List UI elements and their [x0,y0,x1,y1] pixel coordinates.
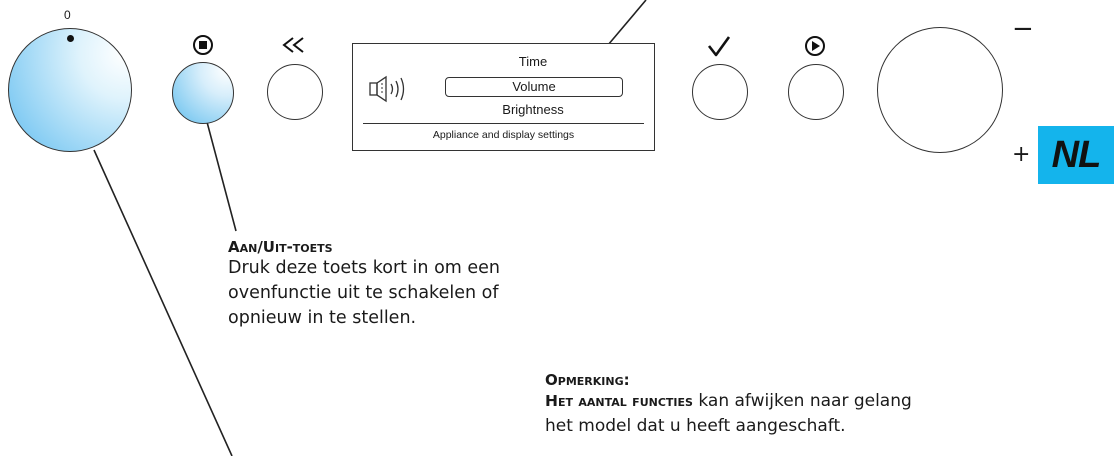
onoff-line-2: ovenfunctie uit te schakelen of [228,283,499,303]
note-line-2: het model dat u heeft aangeschaft. [545,416,846,436]
rewind-icon [280,36,308,54]
confirm-button[interactable] [692,64,748,120]
onoff-line-1: Druk deze toets kort in om een [228,258,501,278]
display-callout-line [608,0,646,45]
start-button[interactable] [788,64,844,120]
speaker-icon [367,74,413,104]
note-line-1-rest: kan afwijken naar gelang [692,391,912,411]
stop-circle-icon [192,34,214,56]
menu-item-time[interactable]: Time [518,54,548,69]
back-button[interactable] [267,64,323,120]
settings-display [352,43,655,151]
plus-label: + [1012,142,1031,167]
function-selector-knob[interactable] [8,28,132,152]
onoff-callout-line [207,122,236,231]
language-badge: NL [1038,126,1114,184]
knob-zero-label: 0 [64,8,71,22]
onoff-heading: Aan/Uit-toets [228,238,333,256]
onoff-line-3: opnieuw in te stellen. [228,308,417,328]
onoff-button[interactable] [172,62,234,124]
note-strong: Het aantal functies [545,392,693,410]
note-line-1 [545,389,1025,414]
note-callout [545,371,1025,439]
note-heading: Opmerking: [545,371,630,389]
checkmark-icon [706,34,732,58]
adjustment-knob[interactable] [877,27,1003,153]
display-caption: Appliance and display settings [432,129,575,141]
play-circle-icon [804,35,826,57]
knob-position-dot [67,35,74,42]
knob-callout-line [94,150,232,456]
minus-label: − [1012,14,1034,44]
display-divider [363,123,644,124]
menu-item-volume-selected[interactable]: Volume [445,77,623,97]
onoff-callout [228,238,628,331]
menu-item-brightness[interactable]: Brightness [502,102,564,117]
